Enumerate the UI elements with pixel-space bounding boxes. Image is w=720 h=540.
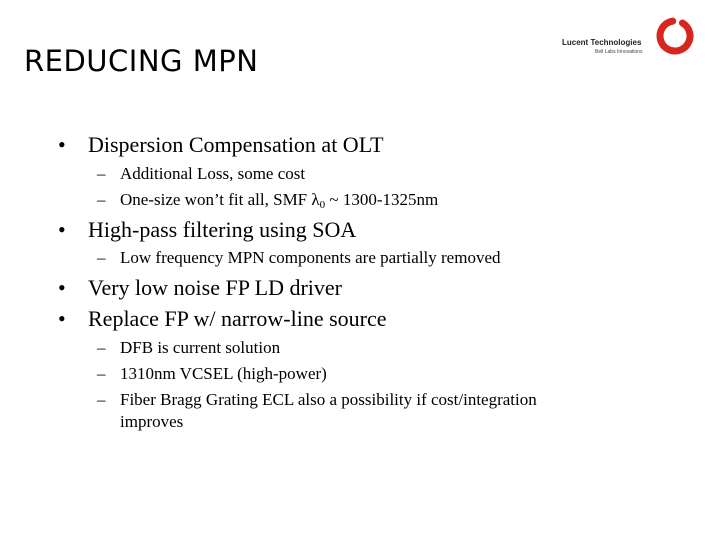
logo-tagline: Bell Labs Innovations [595, 49, 643, 55]
sub-bullet-text: Fiber Bragg Grating ECL also a possibility if cost/integration [120, 390, 537, 409]
logo-wordmark: Lucent Technologies [562, 38, 642, 47]
dash-marker: – [97, 338, 106, 357]
slide-title: REDUCING MPN [24, 44, 259, 78]
bullet-marker: • [58, 217, 66, 242]
bullet-marker: • [58, 306, 66, 331]
sub-bullet-text-part: One-size won’t fit all, SMF [120, 190, 312, 209]
sub-bullet-text: Additional Loss, some cost [120, 164, 306, 183]
bullet-marker: • [58, 275, 66, 300]
dash-marker: – [97, 364, 106, 383]
lambda-subscript: 0 [319, 199, 326, 211]
sub-bullet-text: improves [120, 412, 184, 431]
bullet-text: Very low noise FP LD driver [88, 275, 342, 300]
bullet-text: High-pass filtering using SOA [88, 217, 357, 242]
lambda-symbol: λ [311, 190, 320, 209]
sub-bullet-text: Low frequency MPN components are partially removed [120, 248, 501, 267]
dash-marker: – [97, 390, 106, 409]
sub-bullet-text: DFB is current solution [120, 338, 281, 357]
sub-bullet-text-part: ~ 1300-1325nm [325, 190, 439, 209]
dash-marker: – [97, 248, 106, 267]
sub-bullet-text: 1310nm VCSEL (high-power) [120, 364, 327, 383]
bullet-text: Replace FP w/ narrow-line source [88, 306, 387, 331]
sub-bullet-text [120, 190, 438, 211]
dash-marker: – [97, 190, 106, 209]
innovation-ring-icon [653, 12, 699, 58]
bullet-text: Dispersion Compensation at OLT [88, 132, 384, 157]
dash-marker: – [97, 164, 106, 183]
bullet-marker: • [58, 132, 66, 157]
